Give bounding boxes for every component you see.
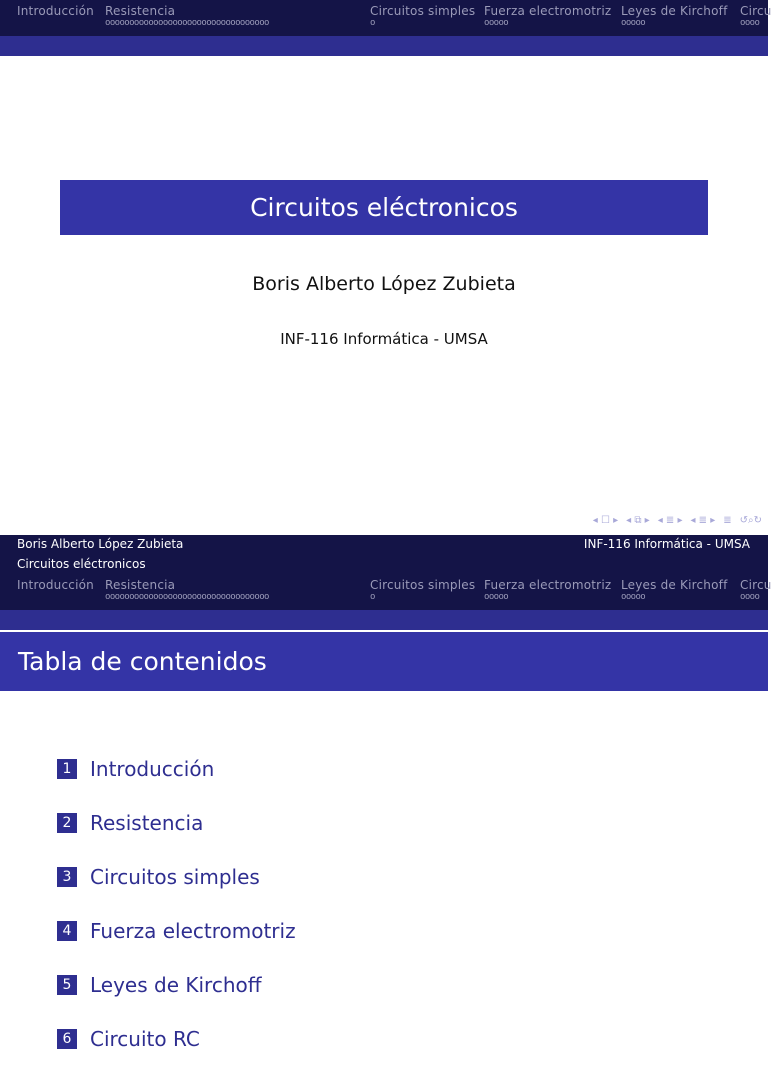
nav-section-resistencia[interactable]: Resistencia oooooooooooooooooooooooooooooooooo <box>105 578 269 602</box>
toc-item-circuitos-simples[interactable] <box>57 850 296 904</box>
toc-item-introduccion[interactable] <box>57 742 296 796</box>
section-prev-next-icon[interactable]: ◂ ≣ ▸ <box>690 515 716 526</box>
frame-prev-next-icon[interactable]: ◂ ⧉ ▸ <box>626 515 650 526</box>
nav-section-fuerza-electromotriz[interactable]: Fuerza electromotriz ooooo <box>484 4 612 28</box>
nav-section-fuerza-electromotriz[interactable]: Fuerza electromotriz ooooo <box>484 578 612 602</box>
toc-label: Circuito RC <box>90 1027 200 1051</box>
toc-label: Leyes de Kirchoff <box>90 973 262 997</box>
presentation-title: Circuitos eléctronicos <box>60 180 708 235</box>
subsection-strip <box>0 36 768 56</box>
footer-institute: INF-116 Informática - UMSA <box>583 537 750 551</box>
nav-section-introduccion[interactable]: Introducción <box>17 4 94 18</box>
nav-section-circuito-rc[interactable]: Circu oooo <box>740 578 772 602</box>
nav-section-circuito-rc[interactable]: Circu oooo <box>740 4 772 28</box>
footer-author: Boris Alberto López Zubieta <box>17 537 184 551</box>
toc-number-badge: 4 <box>57 921 77 941</box>
appendix-icon[interactable]: ≣ <box>723 515 732 526</box>
nav-section-circuitos-simples[interactable]: Circuitos simples o <box>370 4 476 28</box>
toc-item-fuerza-electromotriz[interactable] <box>57 904 296 958</box>
table-of-contents <box>57 742 296 1066</box>
toc-number-badge: 1 <box>57 759 77 779</box>
beamer-navigation-controls <box>593 515 762 526</box>
toc-number-badge: 3 <box>57 867 77 887</box>
nav-section-leyes-de-kirchoff[interactable]: Leyes de Kirchoff ooooo <box>621 578 728 602</box>
toc-number-badge: 5 <box>57 975 77 995</box>
presentation-institute: INF-116 Informática - UMSA <box>280 330 488 348</box>
toc-number-badge: 6 <box>57 1029 77 1049</box>
presentation-author: Boris Alberto López Zubieta <box>252 273 516 295</box>
search-zoom-icon[interactable]: ↺⌕↻ <box>739 515 762 526</box>
toc-label: Resistencia <box>90 811 204 835</box>
subsection-prev-next-icon[interactable]: ◂ ≣ ▸ <box>657 515 683 526</box>
toc-number-badge: 2 <box>57 813 77 833</box>
toc-item-resistencia[interactable] <box>57 796 296 850</box>
nav-section-circuitos-simples[interactable]: Circuitos simples o <box>370 578 476 602</box>
contents-slide <box>0 535 772 1051</box>
nav-section-resistencia[interactable]: Resistencia oooooooooooooooooooooooooooooooooo <box>105 4 269 28</box>
footer-title: Circuitos eléctronicos <box>17 557 146 571</box>
subsection-strip <box>0 610 768 630</box>
toc-item-circuito-rc[interactable] <box>57 1012 296 1066</box>
section-navigation-bar <box>0 0 772 36</box>
toc-item-leyes-de-kirchoff[interactable] <box>57 958 296 1012</box>
slide-prev-next-icon[interactable]: ◂ ☐ ▸ <box>592 515 619 526</box>
toc-label: Fuerza electromotriz <box>90 919 296 943</box>
nav-section-leyes-de-kirchoff[interactable]: Leyes de Kirchoff ooooo <box>621 4 728 28</box>
section-navigation-bar <box>0 574 772 610</box>
toc-label: Introducción <box>90 757 215 781</box>
nav-section-introduccion[interactable]: Introducción <box>17 578 94 592</box>
toc-label: Circuitos simples <box>90 865 260 889</box>
frame-title: Tabla de contenidos <box>0 632 768 691</box>
